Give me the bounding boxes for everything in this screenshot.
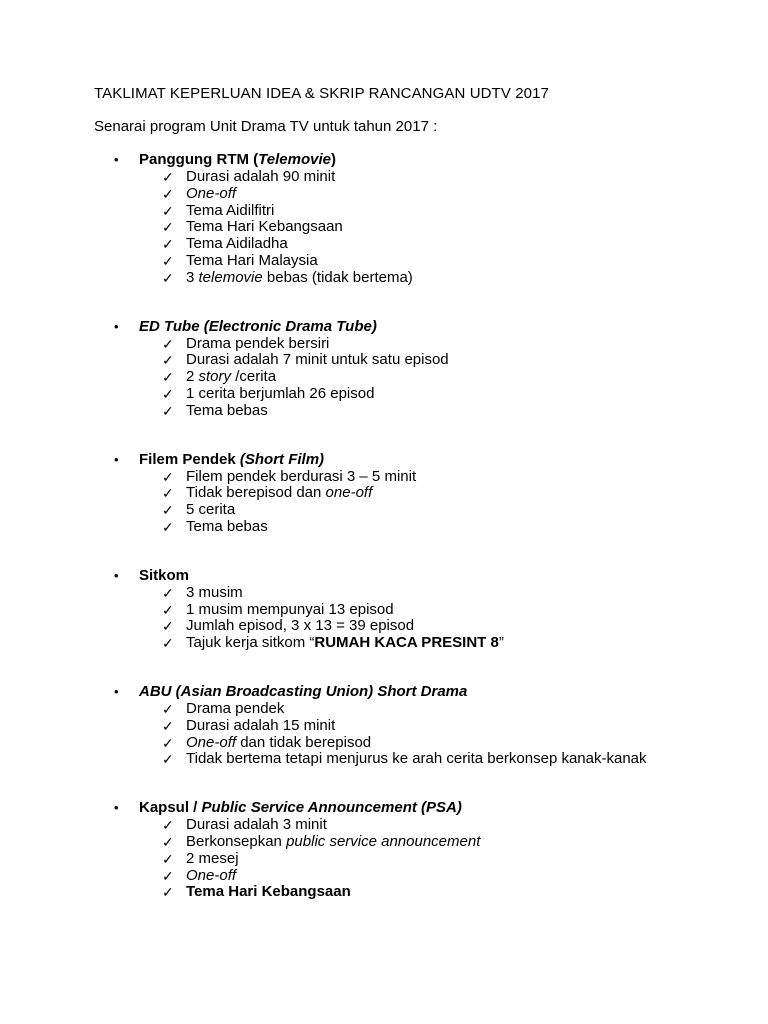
- section-spacer: [94, 768, 728, 785]
- heading-text-run: Panggung RTM (: [139, 151, 259, 168]
- list-item-text: bebas (tidak bertema): [262, 268, 413, 286]
- program-section: [94, 768, 728, 901]
- list-item-text: Berkonsepkan: [186, 832, 287, 850]
- program-detail-list: [94, 701, 728, 768]
- list-item: [94, 851, 728, 868]
- program-heading-text: [139, 151, 336, 168]
- heading-text-run: Telemovie: [258, 151, 331, 168]
- list-item-text: 3: [186, 268, 199, 286]
- list-item-text: 3 musim: [186, 583, 243, 601]
- list-item-text: Tema Aidiladha: [186, 235, 288, 253]
- checkmark-icon: ✓: [162, 185, 174, 202]
- list-item-text: 1 musim mempunyai 13 episod: [186, 600, 394, 618]
- heading-text-run: ABU (Asian Broadcasting Union) Short Drama: [139, 682, 468, 700]
- checkmark-icon: ✓: [162, 169, 174, 185]
- program-heading: [94, 567, 728, 585]
- bullet-icon: •: [114, 800, 119, 816]
- heading-text-run: ): [330, 151, 336, 168]
- list-item-text: Durasi adalah 15 minit: [186, 716, 336, 734]
- heading-text-run: Filem Pendek: [139, 450, 240, 468]
- checkmark-icon: ✓: [162, 751, 174, 768]
- list-item: [94, 817, 728, 834]
- heading-text-run: (Short Film): [239, 450, 325, 468]
- program-heading: [94, 683, 728, 701]
- list-item-text: Durasi adalah 90 minit: [186, 168, 336, 185]
- list-item-text: Tema Hari Malaysia: [186, 251, 318, 269]
- checkmark-icon: ✓: [162, 734, 174, 751]
- program-section: [94, 287, 728, 420]
- list-item-text: Tema Hari Kebangsaan: [186, 218, 343, 236]
- checkmark-icon: ✓: [162, 850, 174, 867]
- heading-text-run: Sitkom: [139, 566, 190, 584]
- list-item: [94, 270, 728, 287]
- list-item-text: ”: [498, 634, 504, 652]
- checkmark-icon: ✓: [162, 335, 174, 352]
- heading-text-run: Kapsul /: [139, 799, 202, 817]
- bullet-icon: •: [114, 152, 119, 167]
- heading-text-run: ED Tube (Electronic Drama Tube): [139, 317, 377, 335]
- program-heading-text: [139, 567, 189, 584]
- list-item-text: Tema bebas: [186, 517, 268, 535]
- program-detail-list: [94, 169, 728, 287]
- list-item-text: 2 mesej: [186, 849, 239, 867]
- program-heading-text: [139, 451, 324, 468]
- list-item-text: Tajuk kerja sitkom “: [186, 634, 315, 652]
- program-heading: [94, 451, 728, 469]
- list-item-text: one-off: [325, 484, 373, 502]
- program-section: [94, 536, 728, 652]
- list-item-text: Jumlah episod, 3 x 13 = 39 episod: [186, 617, 415, 635]
- list-item: [94, 403, 728, 420]
- program-detail-list: [94, 585, 728, 652]
- list-item: [94, 369, 728, 386]
- checkmark-icon: ✓: [162, 618, 174, 635]
- checkmark-icon: ✓: [162, 219, 174, 236]
- list-item: [94, 186, 728, 203]
- list-item-text: RUMAH KACA PRESINT 8: [314, 634, 499, 652]
- checkmark-icon: ✓: [162, 700, 174, 717]
- list-item-text: One-off: [186, 733, 237, 751]
- list-item: [94, 169, 728, 186]
- list-item-text: public service announcement: [286, 832, 481, 850]
- checkmark-icon: ✓: [162, 817, 174, 834]
- list-item-text: story: [198, 368, 232, 386]
- checkmark-icon: ✓: [162, 202, 174, 219]
- list-item: [94, 469, 728, 486]
- program-detail-list: [94, 817, 728, 901]
- checkmark-icon: ✓: [162, 352, 174, 369]
- list-item: [94, 751, 728, 768]
- section-spacer: [94, 287, 728, 304]
- program-section: [94, 151, 728, 287]
- checkmark-icon: ✓: [162, 252, 174, 269]
- list-item-text: Filem pendek berdurasi 3 – 5 minit: [186, 467, 417, 485]
- checkmark-icon: ✓: [162, 717, 174, 734]
- section-spacer: [94, 420, 728, 437]
- list-item-text: /cerita: [231, 368, 277, 386]
- list-item: [94, 386, 728, 403]
- list-item-text: One-off: [186, 866, 237, 884]
- checkmark-icon: ✓: [162, 867, 174, 884]
- list-item: [94, 602, 728, 619]
- list-item-text: One-off: [186, 184, 237, 202]
- checkmark-icon: ✓: [162, 369, 174, 386]
- list-item: [94, 203, 728, 220]
- list-item: [94, 485, 728, 502]
- list-item-text: Tidak bertema tetapi menjurus ke arah cerita berkonsep kanak-kanak: [186, 750, 647, 768]
- list-item-text: Tidak berepisod dan: [186, 484, 326, 502]
- program-section: [94, 420, 728, 536]
- list-item: [94, 336, 728, 353]
- list-item: [94, 701, 728, 718]
- checkmark-icon: ✓: [162, 485, 174, 502]
- list-item-text: Tema Aidilfitri: [186, 201, 275, 219]
- document-title: TAKLIMAT KEPERLUAN IDEA & SKRIP RANCANGAN UDTV 2017: [94, 85, 549, 102]
- program-list: [94, 151, 728, 901]
- program-heading-text: [139, 318, 377, 335]
- list-item: [94, 219, 728, 236]
- list-item: [94, 635, 728, 652]
- list-item-text: dan tidak berepisod: [236, 733, 372, 751]
- list-item-text: Drama pendek bersiri: [186, 334, 330, 352]
- list-item-text: Tema bebas: [186, 401, 268, 419]
- checkmark-icon: ✓: [162, 402, 174, 419]
- list-item-text: 1 cerita berjumlah 26 episod: [186, 384, 375, 402]
- intro-text: Senarai program Unit Drama TV untuk tahun 2017 :: [94, 118, 438, 135]
- program-heading: [94, 151, 728, 169]
- list-item-text: telemovie: [198, 268, 263, 286]
- bullet-icon: •: [114, 451, 119, 467]
- list-item: [94, 253, 728, 270]
- list-item: [94, 519, 728, 536]
- program-section: [94, 652, 728, 768]
- program-heading-text: [139, 799, 462, 816]
- checkmark-icon: ✓: [162, 884, 174, 901]
- program-heading: [94, 318, 728, 336]
- list-item: [94, 735, 728, 752]
- bullet-icon: •: [114, 318, 119, 334]
- bullet-icon: •: [114, 567, 119, 583]
- checkmark-icon: ✓: [162, 584, 174, 601]
- list-item: [94, 834, 728, 851]
- list-item: [94, 352, 728, 369]
- checkmark-icon: ✓: [162, 236, 174, 253]
- checkmark-icon: ✓: [162, 468, 174, 485]
- program-detail-list: [94, 469, 728, 536]
- program-detail-list: [94, 336, 728, 420]
- section-spacer: [94, 652, 728, 669]
- list-item-text: Durasi adalah 3 minit: [186, 816, 327, 834]
- list-item: [94, 502, 728, 519]
- program-heading-text: [139, 683, 467, 700]
- checkmark-icon: ✓: [162, 269, 174, 286]
- list-item: [94, 884, 728, 901]
- section-spacer: [94, 536, 728, 553]
- checkmark-icon: ✓: [162, 833, 174, 850]
- checkmark-icon: ✓: [162, 518, 174, 535]
- checkmark-icon: ✓: [162, 385, 174, 402]
- list-item: [94, 868, 728, 885]
- list-item: [94, 718, 728, 735]
- list-item-text: 5 cerita: [186, 501, 236, 519]
- heading-text-run: Public Service Announcement (PSA): [201, 799, 462, 817]
- list-item-text: Durasi adalah 7 minit untuk satu episod: [186, 351, 449, 369]
- list-item-text: Drama pendek: [186, 699, 285, 717]
- checkmark-icon: ✓: [162, 502, 174, 519]
- program-heading: [94, 799, 728, 817]
- list-item-text: 2: [186, 368, 199, 386]
- list-item-text: Tema Hari Kebangsaan: [186, 883, 351, 901]
- checkmark-icon: ✓: [162, 635, 174, 652]
- bullet-icon: •: [114, 683, 119, 699]
- list-item: [94, 236, 728, 253]
- list-item: [94, 618, 728, 635]
- checkmark-icon: ✓: [162, 601, 174, 618]
- list-item: [94, 585, 728, 602]
